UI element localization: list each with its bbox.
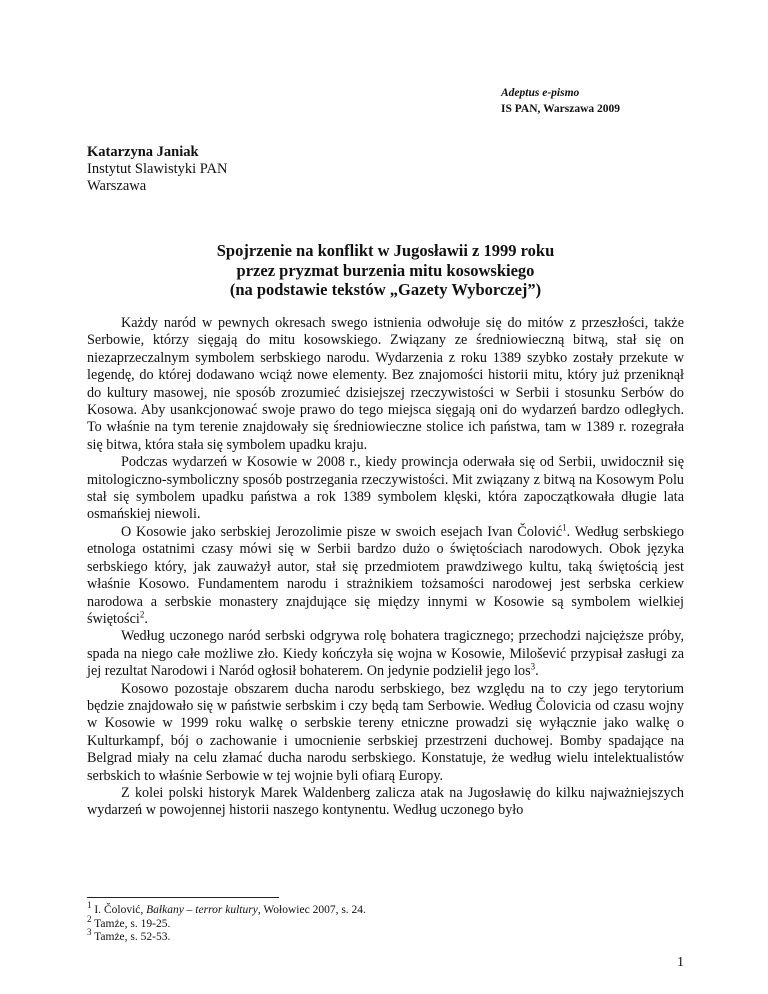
footnote: $^2$ Tamże, s. 19-25. xyxy=(87,913,171,930)
footnotes xyxy=(87,900,684,945)
paragraph: O Kosowie jako serbskiej Jerozolimie pisze w swoich esejach Ivan Čolović$^1$. Według serbskiego etnologa ostatnimi czasy mówi się w Serbii bardzo dużo o świętościach narodowych. Obok języka serbskiego który, jak zauważył autor, stał się przedmiotem prawdziwego kultu, taką świętością jest właśnie Kosowo. Fundamentem narodu i strażnikiem tożsamości narodowej jest serbska cerkiew narodowa a serbskie monastery znajdujące się między innymi w Kosowie są symbolem wielkiej świętości$^2$. xyxy=(87,522,684,627)
article-title xyxy=(87,241,684,300)
footnote-ref[interactable]: 1 xyxy=(562,522,567,533)
author-name: Katarzyna Janiak xyxy=(87,144,199,160)
footnote-ref[interactable]: 3 xyxy=(530,661,536,672)
footnote-ref[interactable]: 2 xyxy=(139,609,145,620)
paragraph: Z kolei polski historyk Marek Waldenberg zalicza atak na Jugosławię do kilku najważniejszych wydarzeń w powojennej historii naszego kontynentu. Według uczonego było xyxy=(87,784,684,819)
footnote: $^3$ Tamże, s. 52-53. xyxy=(87,927,171,943)
paragraph: Kosowo pozostaje obszarem ducha narodu serbskiego, bez względu na to czy jego terytorium będzie znajdowało się w państwie serbskim i czy będą tam Serbowie. Według Čolovicia od czasu wojny w Kosowie w 1999 roku walkę o serbskie tereny etniczne prowadzi się wyłącznie jako walkę o Kulturkampf, bój o zachowanie i umocnienie serbskiej przestrzeni duchowej. Bomby spadające na Belgrad miały na celu złamać ducha narodu serbskiego. Konstatuje, że według wielu intelektualistów serbskich to właśnie Serbowie w tej wojnie byli ofiarą Europy. xyxy=(87,680,684,784)
title-line: przez pryzmat burzenia mitu kosowskiego xyxy=(236,260,535,280)
author-block xyxy=(87,144,227,195)
paragraph: Podczas wydarzeń w Kosowie w 2008 r., kiedy prowincja oderwała się od Serbii, uwidocznił się mitologiczno-symboliczny sposób postrzegania rzeczywistości. Mit związany z bitwą na Kosowym Polu stał się symbolem upadku państwa a rok 1389 symbolem klęski, która zapoczątkowała długie lata osmańskiej niewoli. xyxy=(87,454,684,523)
paragraph: Według uczonego naród serbski odgrywa rolę bohatera tragicznego; przechodzi najcięższe próby, spada na niego całe możliwe zło. Kiedy kończyła się wojna w Kosowie, Milošević przypisał zasługi za jej rezultat Narodowi i Naród ogłosił bohaterem. On jedynie podzielił jego los$^3$. xyxy=(87,628,684,680)
author-institution: Instytut Slawistyki PAN xyxy=(87,161,228,177)
title-line: Spojrzenie na konflikt w Jugosławii z 1999 roku xyxy=(216,241,555,260)
publisher-line: IS PAN, Warszawa 2009 xyxy=(501,103,621,115)
title-line: (na podstawie tekstów „Gazety Wyborczej”) xyxy=(229,280,542,299)
footnote-divider xyxy=(87,897,279,898)
paragraph: Każdy naród w pewnych okresach swego istnienia odwołuje się do mitów z przeszłości, także Serbowie, którzy sięgają do mitu kosowskiego. Związany ze średniowieczną bitwą, stał się on niezaprzeczalnym symbolem serbskiego narodu. Wydarzenia z roku 1389 szybko zostały przekute w legendę, do której dodawano wciąż nowe elementy. Bez znajomości historii mitu, który już przeniknął do kultury masowej, nie sposób zrozumieć dzisiejszej rzeczywistości w Serbii i stosunku Serbów do Kosowa. Aby usankcjonować swoje prawo do tego miejsca sięgają oni do wydarzeń bardzo odległych. To właśnie na tym terenie znajdowały się średniowieczne stolice ich państwa, tam w 1389 r. rozegrała się bitwa, która stała się symbolem upadku kraju. xyxy=(87,315,684,453)
footnote: $^1$ I. Čolović, Bałkany – terror kultury, Wołowiec 2007, s. 24. xyxy=(87,900,366,916)
author-city: Warszawa xyxy=(87,178,147,194)
article-body xyxy=(87,315,684,820)
journal-header xyxy=(501,85,620,117)
journal-name: Adeptus e-pismo xyxy=(501,87,580,99)
page-number: 1 xyxy=(677,955,684,970)
